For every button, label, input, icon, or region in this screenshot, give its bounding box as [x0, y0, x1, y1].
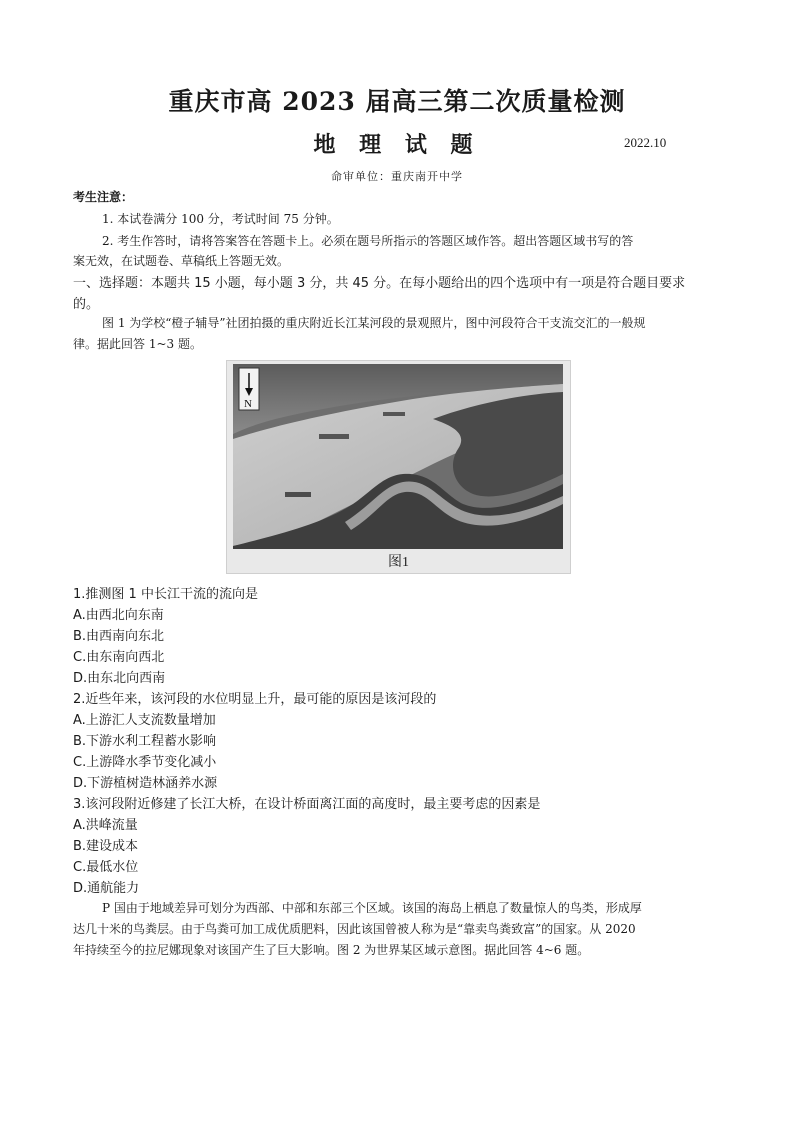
figure-1-caption: 图1: [388, 555, 409, 570]
section-1-heading-line-1: 一、选择题：本题共 15 小题，每小题 3 分，共 45 分。在每小题给出的四个选项中有一项是符合题目要求: [73, 276, 686, 291]
intro-1-line-1: 图 1 为学校“橙子辅导”社团拍摄的重庆附近长江某河段的景观照片，图中河段符合干支流交汇的一般规: [102, 316, 646, 330]
question-3-option-a: A.洪峰流量: [73, 818, 138, 833]
question-1-option-d: D.由东北向西南: [73, 671, 166, 686]
boat: [383, 412, 405, 416]
question-2-stem: 2.近些年来，该河段的水位明显上升，最可能的原因是该河段的: [73, 692, 437, 707]
boat: [285, 492, 311, 497]
question-2-option-c: C.上游降水季节变化减小: [73, 755, 217, 770]
notice-item-1: 1. 本试卷满分 100 分，考试时间 75 分钟。: [102, 212, 339, 226]
exam-title: 重庆市高 2023 届高三第二次质量检测: [168, 87, 626, 116]
notice-item-2-line-2: 案无效，在试题卷、草稿纸上答题无效。: [73, 254, 290, 268]
question-1-option-a: A.由西北向东南: [73, 608, 164, 623]
river-photo: [233, 364, 563, 549]
exam-date: 2022.10: [624, 135, 667, 150]
question-3-stem: 3.该河段附近修建了长江大桥，在设计桥面离江面的高度时，最主要考虑的因素是: [73, 797, 541, 812]
question-1-option-c: C.由东南向西北: [73, 650, 165, 665]
question-2-option-d: D.下游植树造林涵养水源: [73, 776, 218, 791]
intro-2-line-2: 达几十米的鸟粪层。由于鸟粪可加工成优质肥料，因此该国曾被人称为是“靠卖鸟粪致富”的国家。从 2020: [73, 922, 636, 936]
setter-unit: 命审单位：重庆南开中学: [331, 170, 463, 183]
question-1-stem: 1.推测图 1 中长江干流的流向是: [73, 587, 258, 602]
figure-1: [226, 360, 571, 574]
question-3-option-b: B.建设成本: [73, 839, 139, 854]
intro-2-line-1: P 国由于地域差异可划分为西部、中部和东部三个区域。该国的海岛上栖息了数量惊人的鸟类，形成厚: [102, 901, 642, 915]
boat: [319, 434, 349, 439]
section-1-heading-line-2: 的。: [73, 297, 100, 312]
question-2-option-b: B.下游水利工程蓄水影响: [73, 734, 217, 749]
notice-heading: 考生注意：: [73, 190, 134, 204]
question-2-option-a: A.上游汇人支流数量增加: [73, 713, 216, 728]
north-label: N: [244, 398, 252, 410]
question-3-option-d: D.通航能力: [73, 881, 140, 896]
intro-1-line-2: 律。据此回答 1~3 题。: [73, 337, 202, 351]
subject-title: 地 理 试 题: [313, 132, 481, 158]
notice-item-2-line-1: 2. 考生作答时，请将答案答在答题卡上。必须在题号所指示的答题区域作答。超出答题区域书写的答: [102, 234, 634, 248]
intro-2-line-3: 年持续至今的拉尼娜现象对该国产生了巨大影响。图 2 为世界某区域示意图。据此回答 4~6 题。: [73, 943, 590, 957]
question-1-option-b: B.由西南向东北: [73, 629, 165, 644]
question-3-option-c: C.最低水位: [73, 860, 139, 875]
